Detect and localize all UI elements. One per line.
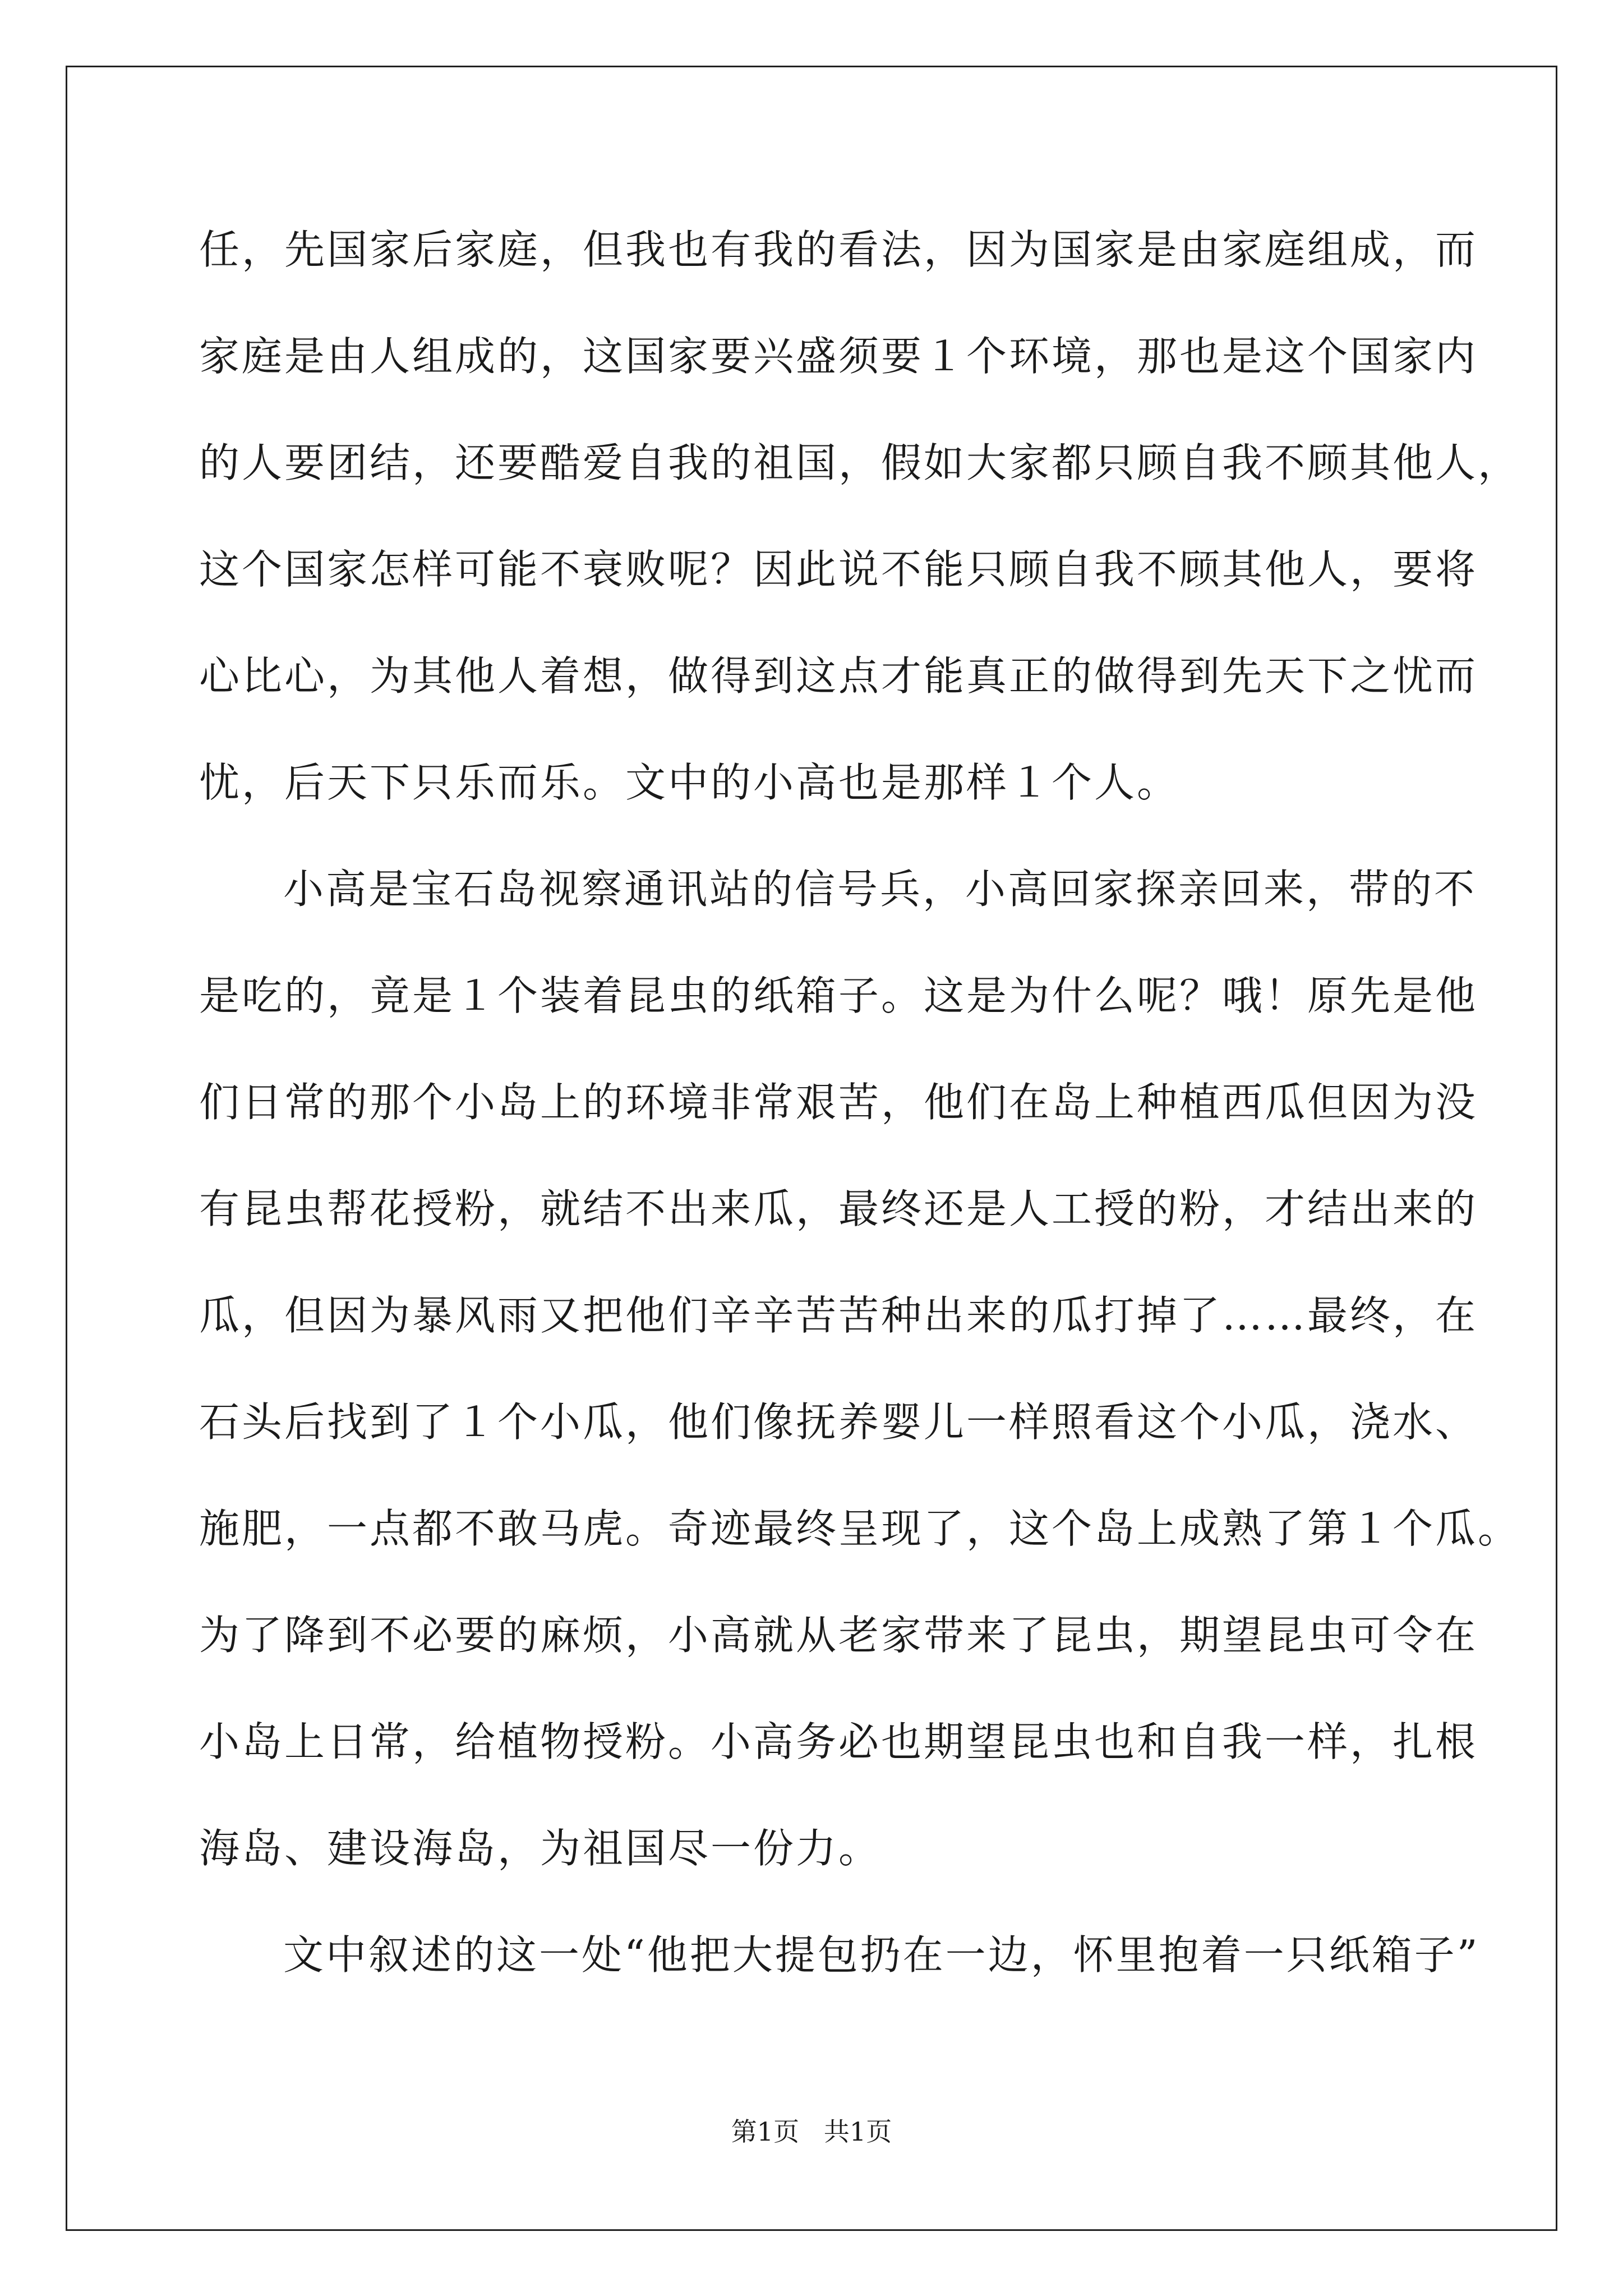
- page-number-footer: 第1页 共1页: [731, 2116, 892, 2147]
- paragraph-first-line: 文中叙述的这一处“他把大提包扔在一边，怀里抱着一只纸箱子”: [283, 1931, 1480, 1978]
- text-line: 海岛、建设海岛，为祖国尽一份力。: [199, 1825, 882, 1872]
- text-line: 忧，后天下只乐而乐。文中的小高也是那样１个人。: [199, 759, 1180, 806]
- text-line: 这个国家怎样可能不衰败呢？因此说不能只顾自我不顾其他人，要将: [199, 546, 1478, 593]
- text-line: 石头后找到了１个小瓜，他们像抚养婴儿一样照看这个小瓜，浇水、: [199, 1398, 1478, 1446]
- text-line: 小岛上日常，给植物授粉。小高务必也期望昆虫也和自我一样，扎根: [199, 1718, 1478, 1765]
- text-line: 是吃的，竟是１个装着昆虫的纸箱子。这是为什么呢？哦！原先是他: [199, 972, 1478, 1019]
- text-line: 心比心，为其他人着想，做得到这点才能真正的做得到先天下之忧而: [199, 652, 1478, 700]
- text-line: 家庭是由人组成的，这国家要兴盛须要１个环境，那也是这个国家内: [199, 333, 1478, 380]
- text-line: 任，先国家后家庭，但我也有我的看法，因为国家是由家庭组成，而: [199, 226, 1478, 273]
- text-line: 瓜，但因为暴风雨又把他们辛辛苦苦种出来的瓜打掉了……最终，在: [199, 1292, 1478, 1339]
- paragraph-first-line: 小高是宝石岛视察通讯站的信号兵，小高回家探亲回来，带的不: [283, 866, 1477, 913]
- text-line: 施肥，一点都不敢马虎。奇迹最终呈现了，这个岛上成熟了第１个瓜。: [199, 1505, 1521, 1552]
- text-line: 有昆虫帮花授粉，就结不出来瓜，最终还是人工授的粉，才结出来的: [199, 1185, 1478, 1232]
- text-line: 为了降到不必要的麻烦，小高就从老家带来了昆虫，期望昆虫可令在: [199, 1612, 1478, 1659]
- text-line: 们日常的那个小岛上的环境非常艰苦，他们在岛上种植西瓜但因为没: [199, 1079, 1478, 1126]
- document-body: [199, 219, 1521, 2031]
- text-line: 的人要团结，还要酷爱自我的祖国，假如大家都只顾自我不顾其他人，: [199, 439, 1521, 486]
